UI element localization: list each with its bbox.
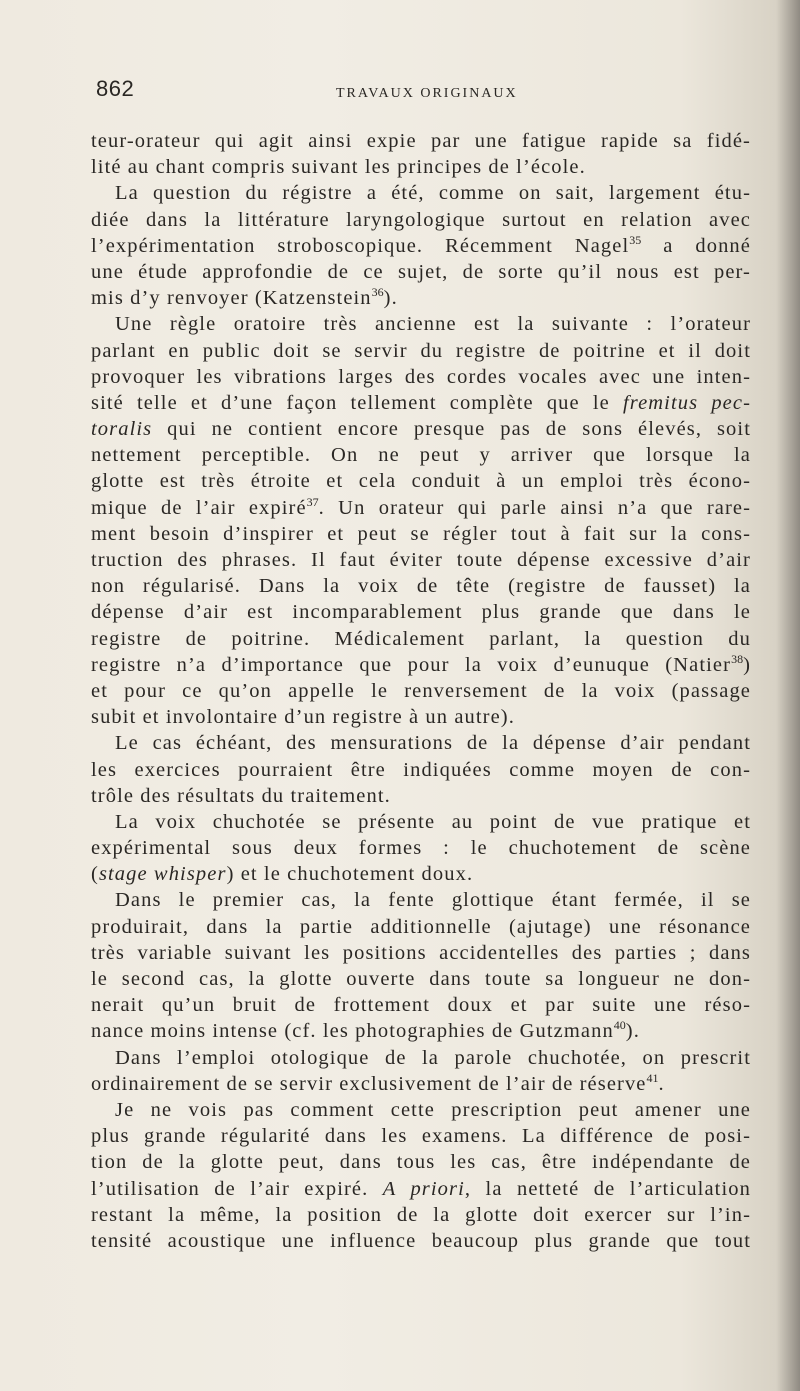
text-line [91, 757, 751, 783]
italic-term: stage whisper [98, 863, 227, 886]
text-line [91, 992, 751, 1018]
line-text: nettement perceptible. On ne peut y arriver que lorsque la [91, 444, 751, 467]
footnote-reference: 37 [306, 494, 319, 509]
line-text: , la netteté de l’articulation [464, 1177, 751, 1200]
text-line [91, 678, 751, 704]
line-text: ) [743, 653, 751, 676]
text-line [91, 1071, 751, 1097]
text-line [91, 783, 751, 809]
body-text [91, 128, 751, 1254]
text-line [91, 887, 751, 913]
text-line [91, 468, 751, 494]
line-text: a donné [641, 234, 751, 257]
text-line [91, 311, 751, 337]
line-text: ) et le chuchotement doux. [226, 863, 474, 886]
line-text: La question du régistre a été, comme on sait, largement étu- [115, 182, 751, 205]
text-line [91, 1202, 751, 1228]
text-line [91, 809, 751, 835]
text-line [91, 1228, 751, 1254]
line-text: plus grande régularité dans les examens. La différence de posi- [91, 1125, 751, 1148]
text-line [91, 521, 751, 547]
line-text: non régularisé. Dans la voix de tête (registre de fausset) la [91, 575, 751, 598]
line-text: tion de la glotte peut, dans tous les cas, être indépendante de [91, 1151, 751, 1174]
text-line [91, 704, 751, 730]
line-text: . [658, 1072, 665, 1095]
line-text: nance moins intense (cf. les photographies de Gutzmann [91, 1020, 614, 1043]
text-line [91, 835, 751, 861]
line-text: l’expérimentation stroboscopique. Récemment Nagel [91, 234, 630, 257]
text-line [91, 442, 751, 468]
line-text: expérimental sous deux formes : le chuchotement de scène [91, 837, 751, 860]
text-line [91, 390, 751, 416]
footnote-reference: 41 [646, 1070, 659, 1085]
line-text: mique de l’air expiré [91, 496, 307, 519]
text-line [91, 1123, 751, 1149]
page-number: 862 [96, 76, 135, 101]
footnote-reference: 35 [629, 232, 642, 247]
text-line [91, 1097, 751, 1123]
line-text: trôle des résultats du traitement. [91, 784, 391, 807]
line-text: et pour ce qu’on appelle le renversement de la voix (passage [91, 679, 751, 702]
line-text: glotte est très étroite et cela conduit à un emploi très écono- [91, 470, 751, 493]
italic-term: A priori [382, 1177, 465, 1200]
text-line [91, 652, 751, 678]
page-header [96, 76, 756, 110]
text-line [91, 495, 751, 521]
text-line [91, 1176, 751, 1202]
line-text: qui ne contient encore presque pas de sons élevés, soit [152, 418, 751, 441]
line-text: sité telle et d’une façon tellement complète que le [91, 391, 623, 414]
line-text: provoquer les vibrations larges des cordes vocales avec une inten- [91, 365, 751, 388]
line-text: ( [91, 863, 99, 886]
text-line [91, 128, 751, 154]
line-text: La voix chuchotée se présente au point de vue pratique et [115, 810, 751, 833]
footnote-reference: 40 [613, 1018, 626, 1033]
text-line [91, 573, 751, 599]
line-text: Le cas échéant, des mensurations de la dépense d’air pendant [115, 732, 751, 755]
line-text: très variable suivant les positions accidentelles des parties ; dans [91, 941, 751, 964]
line-text: registre de poitrine. Médicalement parlant, la question du [91, 627, 751, 650]
text-line [91, 1018, 751, 1044]
line-text: parlant en public doit se servir du registre de poitrine et il doit [91, 339, 751, 362]
line-text: subit et involontaire d’un registre à un autre). [91, 706, 515, 729]
text-line [91, 626, 751, 652]
text-line [91, 338, 751, 364]
line-text: truction des phrases. Il faut éviter toute dépense excessive d’air [91, 549, 751, 571]
running-title: TRAVAUX ORIGINAUX [336, 86, 518, 101]
line-text: les exercices pourraient être indiquées comme moyen de con- [91, 758, 751, 781]
line-text: ). [625, 1020, 640, 1043]
text-line [91, 940, 751, 966]
line-text: Je ne vois pas comment cette prescription peut amener une [115, 1098, 751, 1121]
line-text: mis d’y renvoyer (Katzenstein [91, 287, 372, 310]
footnote-reference: 36 [371, 285, 384, 300]
italic-term: toralis [91, 418, 153, 441]
text-line [91, 154, 751, 180]
text-line [91, 1045, 751, 1071]
text-line [91, 966, 751, 992]
line-text: Dans l’emploi otologique de la parole chuchotée, on prescrit [115, 1046, 751, 1069]
line-text: restant la même, la position de la glotte doit exercer sur l’in- [91, 1203, 751, 1226]
line-text: l’utilisation de l’air expiré. [91, 1177, 383, 1200]
text-line [91, 730, 751, 756]
text-line [91, 259, 751, 285]
text-line [91, 1149, 751, 1175]
line-text: une étude approfondie de ce sujet, de sorte qu’il nous est per- [91, 260, 751, 283]
italic-term: fremitus pec- [622, 391, 752, 414]
line-text: produirait, dans la partie additionnelle (ajutage) une résonance [91, 915, 751, 938]
line-text: ordinairement de se servir exclusivement de l’air de réserve [91, 1072, 647, 1095]
text-line [91, 416, 751, 442]
line-text: tensité acoustique une influence beaucoup plus grande que tout [91, 1229, 751, 1252]
footnote-reference: 38 [731, 651, 744, 666]
text-line [91, 207, 751, 233]
line-text: ment besoin d’inspirer et peut se régler tout à fait sur la cons- [91, 522, 751, 545]
text-line [91, 180, 751, 206]
text-line [91, 599, 751, 625]
line-text: nerait qu’un bruit de frottement doux et par suite une réso- [91, 994, 751, 1017]
text-line [91, 285, 751, 311]
line-text: ). [383, 287, 398, 310]
line-text: dépense d’air est incomparablement plus grande que dans le [91, 601, 751, 624]
line-text: . Un orateur qui parle ainsi n’a que rare- [318, 496, 751, 519]
line-text: Dans le premier cas, la fente glottique étant fermée, il se [115, 889, 751, 912]
line-text: le second cas, la glotte ouverte dans toute sa longueur ne don- [91, 968, 751, 990]
text-line [91, 233, 751, 259]
line-text: registre n’a d’importance que pour la voix d’eunuque (Natier [91, 653, 732, 676]
line-text: lité au chant compris suivant les principes de l’école. [91, 156, 586, 179]
text-line [91, 914, 751, 940]
line-text: teur-orateur qui agit ainsi expie par une fatigue rapide sa fidé- [91, 130, 751, 152]
line-text: diée dans la littérature laryngologique surtout en relation avec [91, 208, 751, 231]
text-line [91, 364, 751, 390]
line-text: Une règle oratoire très ancienne est la suivante : l’orateur [115, 313, 751, 336]
text-line [91, 861, 751, 887]
text-line [91, 547, 751, 573]
